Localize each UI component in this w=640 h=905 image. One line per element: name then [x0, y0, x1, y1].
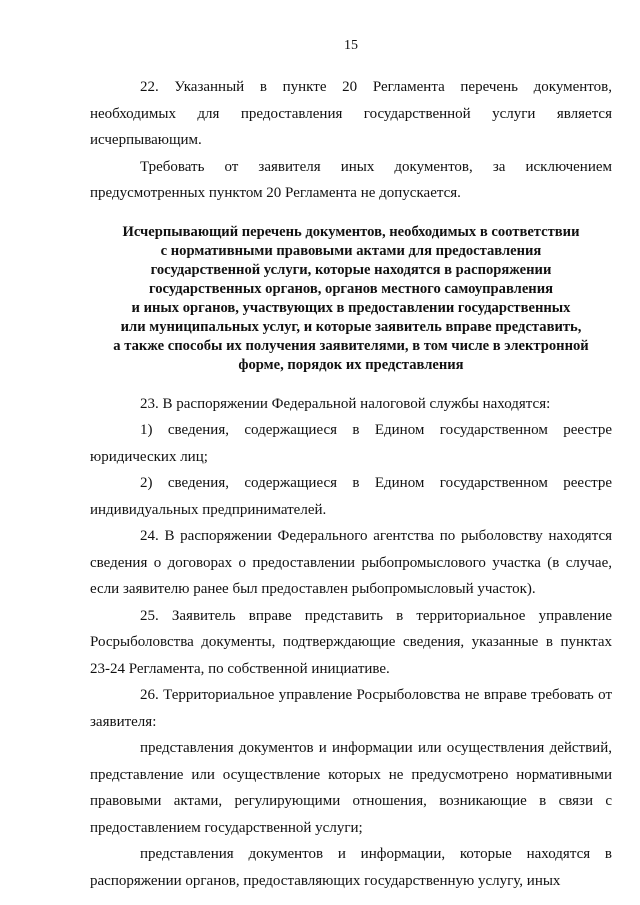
section-heading-line: а также способы их получения заявителями, в том числе в электронной: [113, 337, 589, 354]
section-heading-line: или муниципальных услуг, и которые заявитель вправе представить,: [120, 318, 582, 335]
section-heading-line: Исчерпывающий перечень документов, необходимых в соответствии: [122, 223, 580, 240]
paragraph-26-item-1: представления документов и информации или осуществления действий, представление или осуществление которых не предусмотрено нормативными правовыми актами, регулирующими отношения, возникающие в связи с предоставлением государственной услуги;: [90, 740, 612, 836]
paragraph-26-item-2: представления документов и информации, которые находятся в распоряжении органов, предоставляющих государственную услугу, иных: [90, 846, 612, 889]
paragraph-23: 23. В распоряжении Федеральной налоговой службы находятся:: [140, 395, 551, 412]
paragraph-22-continuation: Требовать от заявителя иных документов, за исключением предусмотренных пунктом 20 Регламента не допускается.: [90, 158, 612, 201]
paragraph-22: 22. Указанный в пункте 20 Регламента перечень документов, необходимых для предоставления государственной услуги является исчерпывающим.: [90, 79, 612, 148]
section-heading-line: государственной услуги, которые находятся в распоряжении: [150, 261, 552, 278]
section-heading: [90, 223, 612, 375]
section-heading-line: форме, порядок их представления: [238, 356, 464, 373]
paragraph-23-item-2: 2) сведения, содержащиеся в Едином государственном реестре индивидуальных предпринимателей.: [90, 475, 612, 518]
paragraph-24: 24. В распоряжении Федерального агентства по рыболовству находятся сведения о договорах о предоставлении рыбопромыслового участка (в случае, если заявителю ранее был предоставлен рыбопромысловый участок).: [90, 528, 612, 597]
paragraph-26: 26. Территориальное управление Росрыболовства не вправе требовать от заявителя:: [90, 687, 612, 730]
paragraph-25: 25. Заявитель вправе представить в территориальное управление Росрыболовства документы, подтверждающие сведения, указанные в пунктах 23-24 Регламента, по собственной инициативе.: [90, 607, 612, 677]
section-heading-line: государственных органов, органов местного самоуправления: [148, 280, 554, 297]
paragraph-23-item-1: 1) сведения, содержащиеся в Едином государственном реестре юридических лиц;: [90, 422, 612, 465]
page-number: 15: [344, 38, 358, 53]
section-heading-line: и иных органов, участвующих в предоставлении государственных: [131, 299, 571, 316]
section-heading-line: с нормативными правовыми актами для предоставления: [160, 242, 542, 259]
